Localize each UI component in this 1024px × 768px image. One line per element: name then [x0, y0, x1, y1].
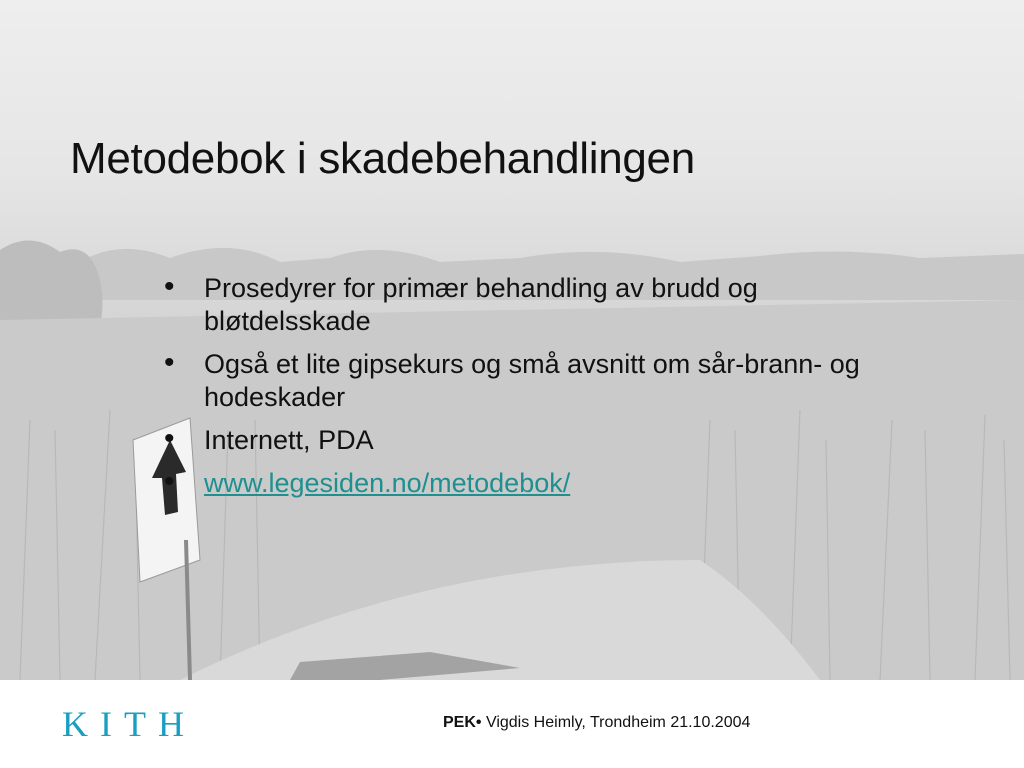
list-item: [160, 272, 880, 338]
bullet-text: Også et lite gipsekurs og små avsnitt om sår-brann- og hodeskader: [204, 349, 860, 412]
bullet-icon: •: [164, 465, 175, 498]
bullet-text: Prosedyrer for primær behandling av brudd og bløtdelsskade: [204, 273, 758, 336]
bullet-text: Internett, PDA: [204, 425, 374, 455]
list-item: [160, 467, 880, 500]
list-item: [160, 424, 880, 457]
bullet-list: [160, 272, 880, 510]
list-item: [160, 348, 880, 414]
bullet-icon: •: [164, 422, 175, 455]
slide-title: Metodebok i skadebehandlingen: [70, 134, 695, 183]
footer-caption: [443, 714, 750, 732]
footer-label-text: Vigdis Heimly, Trondheim 21.10.2004: [481, 714, 751, 731]
metodebok-link[interactable]: www.legesiden.no/metodebok/: [204, 468, 571, 498]
bullet-icon: •: [164, 346, 175, 379]
footer-label-bold: PEK•: [443, 714, 482, 731]
kith-logo: KITH: [62, 704, 196, 744]
bullet-icon: •: [164, 270, 175, 303]
